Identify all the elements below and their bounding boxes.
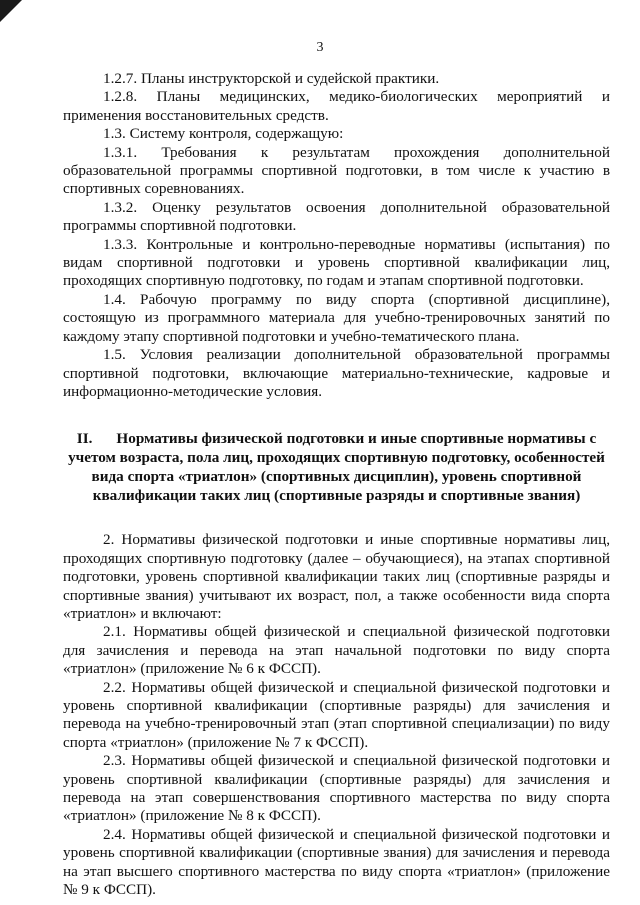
paragraph: 1.3.1. Требования к результатам прохождения дополнительной образовательной программы спортивной подготовки, в том числе к участию в спортивных соревнованиях.: [63, 143, 610, 198]
paragraph: 1.3. Систему контроля, содержащую:: [103, 125, 344, 143]
paragraph: 1.2.8. Планы медицинских, медико-биологических мероприятий и применения восстановительных средств.: [63, 88, 610, 124]
section-heading: [63, 429, 610, 505]
scan-corner-mark: [0, 0, 22, 22]
section-title: Нормативы физической подготовки и иные спортивные нормативы с учетом возраста, пола лиц, проходящих спортивную подготовку, особенностей вида спорта «триатлон» (спортивных дисциплин), уровень спортивной квалификации таких лиц (спортивные разряды и спортивные звания): [68, 430, 605, 505]
section-numeral: II.: [76, 430, 93, 448]
paragraph: 2. Нормативы физической подготовки и иные спортивные нормативы лиц, проходящих спортивную подготовку (далее – обучающиеся), на этапах спортивной подготовки, уровень спортивной квалификации таких лиц (спортивные разряды и спортивные звания) учитывают их возраст, пол, а также особенности вида спорта «триатлон» и включают:: [63, 531, 610, 622]
paragraph: 2.4. Нормативы общей физической и специальной физической подготовки и уровень спортивной квалификации (спортивные звания) для зачисления и перевода на этап высшего спортивного мастерства по виду спорта «триатлон» (приложение № 9 к ФССП).: [63, 825, 610, 899]
page-number: 3: [316, 40, 324, 55]
paragraph: 2.1. Нормативы общей физической и специальной физической подготовки для зачисления и перевода на этап начальной подготовки по виду спорта «триатлон» (приложение № 6 к ФССП).: [63, 623, 610, 678]
document-body: [63, 70, 610, 899]
paragraph: 1.2.7. Планы инструкторской и судейской практики.: [103, 70, 440, 87]
paragraph: 1.4. Рабочую программу по виду спорта (спортивной дисциплине), состоящую из программного материала для учебно-тренировочных занятий по каждому этапу спортивной подготовки и учебно-тематического плана.: [63, 290, 610, 345]
paragraph: 2.2. Нормативы общей физической и специальной физической подготовки и уровень спортивной квалификации (спортивные разряды) для зачисления и перевода на учебно-тренировочный этап (этап спортивной специализации) по виду спорта «триатлон» (приложение № 7 к ФССП).: [63, 678, 610, 751]
paragraph: 2.3. Нормативы общей физической и специальной физической подготовки и уровень спортивной квалификации (спортивные разряды) для зачисления и перевода на этап совершенствования спортивного мастерства по виду спорта «триатлон» (приложение № 8 к ФССП).: [63, 752, 610, 825]
paragraph: 1.5. Условия реализации дополнительной образовательной программы спортивной подготовки, включающие материально-технические, кадровые и информационно-методические условия.: [63, 346, 610, 400]
paragraph: 1.3.2. Оценку результатов освоения дополнительной образовательной программы спортивной подготовки.: [63, 198, 610, 235]
paragraph: 1.3.3. Контрольные и контрольно-переводные нормативы (испытания) по видам спортивной подготовки и уровень спортивной квалификации лиц, проходящих спортивную подготовку, по годам и этапам спортивной подготовки.: [63, 235, 610, 290]
